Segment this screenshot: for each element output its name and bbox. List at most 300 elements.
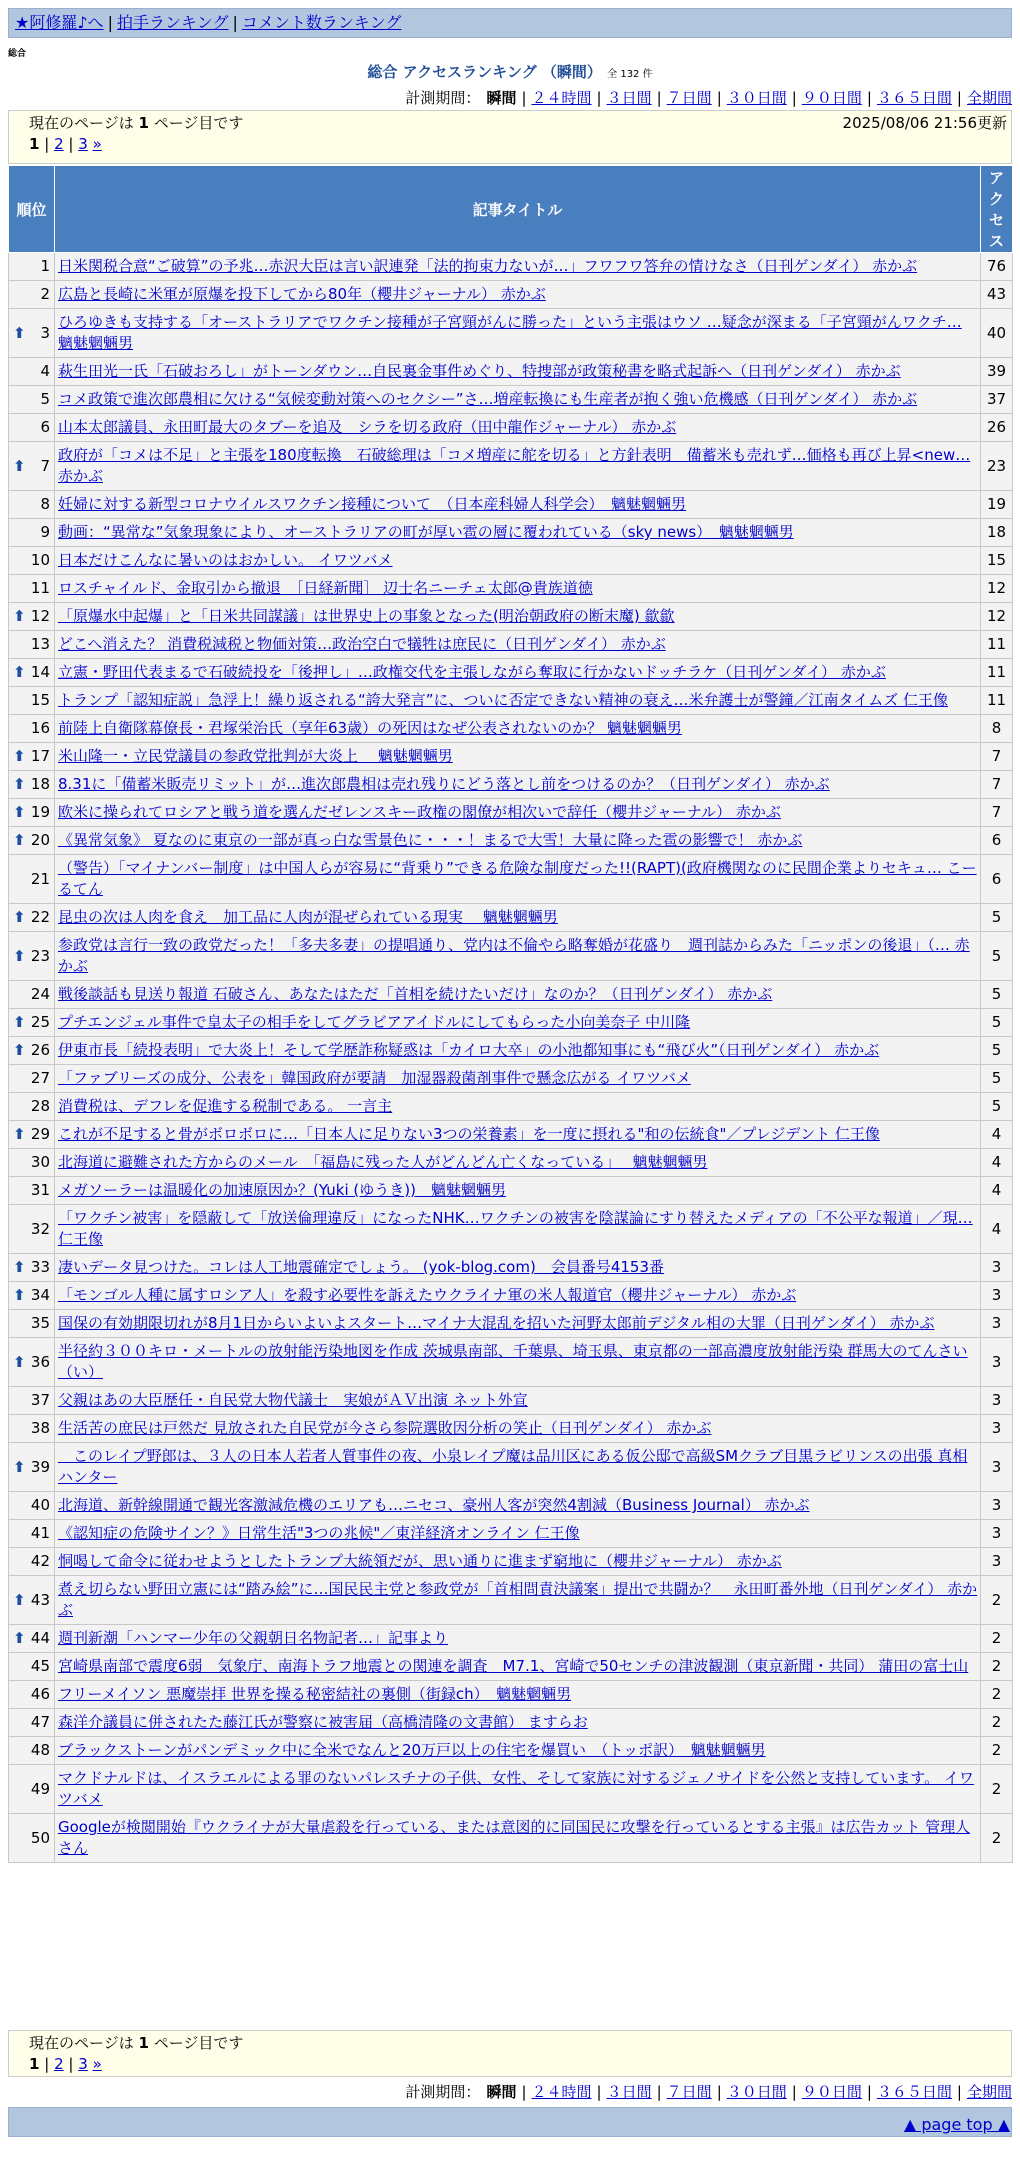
rank-cell — [9, 491, 55, 519]
rank-number: 30 — [30, 1153, 50, 1171]
table-row — [9, 253, 1013, 281]
rank-number: 42 — [30, 1552, 50, 1570]
access-count: 2 — [981, 1576, 1013, 1625]
access-count: 3 — [981, 1415, 1013, 1443]
access-count: 6 — [981, 827, 1013, 855]
rank-up-icon: ⬆ — [13, 831, 26, 849]
rank-cell — [9, 1548, 55, 1576]
period-90d[interactable]: ９０日間 — [801, 2083, 862, 2101]
rank-number: 9 — [40, 523, 50, 541]
period-7d[interactable]: ７日間 — [666, 2083, 712, 2101]
rank-number: 38 — [30, 1419, 50, 1437]
rank-cell — [9, 575, 55, 603]
rank-number: 33 — [30, 1258, 50, 1276]
table-row — [9, 932, 1013, 981]
title-cell — [55, 309, 981, 358]
title-cell — [55, 855, 981, 904]
article-link[interactable]: 動画：“異常な”気象現象により、オーストラリアの町が厚い雹の層に覆われている（sky news） 魑魅魍魎男 — [58, 523, 794, 541]
article-link[interactable]: 広島と長崎に米軍が原爆を投下してから80年（櫻井ジャーナル） 赤かぶ — [58, 285, 546, 303]
table-row — [9, 1149, 1013, 1177]
access-count: 4 — [981, 1205, 1013, 1254]
title-cell — [55, 932, 981, 981]
table-row — [9, 1177, 1013, 1205]
access-count: 5 — [981, 932, 1013, 981]
title-cell — [55, 1492, 981, 1520]
rank-cell — [9, 1520, 55, 1548]
rank-number: 39 — [30, 1457, 50, 1476]
rank-cell — [9, 799, 55, 827]
article-link[interactable]: （警告）「マイナンバー制度」は中国人らが容易に“背乗り”できる危険な制度だった!!(RAPT)(政府機関なのに民間企業よりセキュ… こーるてん — [58, 859, 977, 898]
article-link[interactable]: 《認知症の危険サイン？》日常生活"3つの兆候"／東洋経済オンライン 仁王像 — [58, 1524, 580, 1542]
access-count: 37 — [981, 386, 1013, 414]
rank-up-icon: ⬆ — [13, 1013, 26, 1031]
paging-box-bottom — [8, 2030, 1012, 2077]
table-row — [9, 1254, 1013, 1282]
table-row — [9, 1548, 1013, 1576]
access-count: 5 — [981, 1093, 1013, 1121]
rank-cell — [9, 1387, 55, 1415]
article-link[interactable]: 北海道、新幹線開通で観光客激減危機のエリアも…ニセコ、豪州人客が突然4割減（Business Journal） 赤かぶ — [58, 1496, 810, 1514]
page-link-2[interactable]: 2 — [54, 2055, 64, 2073]
rank-cell — [9, 1093, 55, 1121]
rank-number: 3 — [40, 323, 50, 342]
period-3d[interactable]: ３日間 — [606, 89, 652, 107]
rank-cell — [9, 1415, 55, 1443]
rank-number: 14 — [30, 663, 50, 681]
rank-number: 47 — [30, 1713, 50, 1731]
article-link[interactable]: 日米関税合意“ご破算”の予兆…赤沢大臣は言い訳連発「法的拘束力ないが…」フワフワ答弁の情けなさ（日刊ゲンダイ） 赤かぶ — [58, 257, 918, 275]
article-link[interactable]: 妊婦に対する新型コロナウイルスワクチン接種について （日本産科婦人科学会） 魑魅魍魎男 — [58, 495, 687, 513]
table-row — [9, 519, 1013, 547]
period-3d[interactable]: ３日間 — [606, 2083, 652, 2101]
rank-header: 順位 — [9, 166, 55, 253]
rank-cell — [9, 1254, 55, 1282]
title-cell — [55, 1037, 981, 1065]
title-cell — [55, 1177, 981, 1205]
table-row — [9, 827, 1013, 855]
rank-cell — [9, 1653, 55, 1681]
title-cell — [55, 1520, 981, 1548]
title-cell — [55, 743, 981, 771]
access-count: 3 — [981, 1282, 1013, 1310]
title-cell — [55, 1443, 981, 1492]
rank-cell — [9, 771, 55, 799]
next-page-link[interactable]: » — [92, 2055, 102, 2073]
access-count: 19 — [981, 491, 1013, 519]
access-count: 5 — [981, 1037, 1013, 1065]
rank-cell — [9, 519, 55, 547]
title-cell — [55, 386, 981, 414]
title-header: 記事タイトル — [55, 166, 981, 253]
article-link[interactable]: フリーメイソン 悪魔崇拝 世界を操る秘密結社の裏側（街録ch） 魑魅魍魎男 — [58, 1685, 572, 1703]
access-count: 5 — [981, 1009, 1013, 1037]
title-cell — [55, 491, 981, 519]
next-page-link[interactable]: » — [92, 135, 102, 153]
rank-up-icon: ⬆ — [13, 775, 26, 793]
access-count: 11 — [981, 659, 1013, 687]
rank-cell — [9, 442, 55, 491]
category-label: 総合 — [8, 49, 27, 59]
rank-cell — [9, 1282, 55, 1310]
period-selector-bottom: 計測期間： 瞬間 | ２４時間 | ３日間 | ７日間 | ３０日間 | ９０日間 | ３６５日間 | 全期間 — [405, 2083, 1012, 2101]
title-cell — [55, 1093, 981, 1121]
article-link[interactable]: 米山隆一・立民党議員の参政党批判が大炎上 魑魅魍魎男 — [58, 747, 453, 765]
access-count: 3 — [981, 1443, 1013, 1492]
table-row — [9, 386, 1013, 414]
article-link[interactable]: 戦後談話も見送り報道 石破さん、あなたはただ「首相を続けたいだけ」なのか？（日刊ゲンダイ） 赤かぶ — [58, 985, 773, 1003]
rank-number: 21 — [30, 869, 50, 888]
title-cell — [55, 1415, 981, 1443]
table-row — [9, 1709, 1013, 1737]
title-cell — [55, 442, 981, 491]
rank-number: 23 — [30, 946, 50, 965]
access-count: 3 — [981, 1548, 1013, 1576]
rank-up-icon: ⬆ — [13, 1629, 26, 1647]
access-count: 11 — [981, 631, 1013, 659]
rank-cell — [9, 855, 55, 904]
article-link[interactable]: 週刊新潮「ハンマー少年の父親朝日名物記者…」記事より — [58, 1629, 449, 1647]
article-link[interactable]: トランプ「認知症説」急浮上！繰り返される“誇大発言”に、ついに否定できない精神の衰え…米弁護士が警鐘／江南タイムズ 仁王像 — [58, 691, 949, 709]
table-row — [9, 1415, 1013, 1443]
title-cell — [55, 1625, 981, 1653]
rank-cell — [9, 687, 55, 715]
rank-number: 45 — [30, 1657, 50, 1675]
rank-up-icon: ⬆ — [13, 1457, 26, 1476]
table-row — [9, 1765, 1013, 1814]
title-cell — [55, 547, 981, 575]
table-row — [9, 1737, 1013, 1765]
access-count: 3 — [981, 1310, 1013, 1338]
rank-number: 44 — [30, 1629, 50, 1647]
rank-cell — [9, 253, 55, 281]
title-cell — [55, 799, 981, 827]
article-link[interactable]: これが不足すると骨がボロボロに…「日本人に足りない3つの栄養素」を一度に摂れる"和の伝統食"／プレジデント 仁王像 — [58, 1125, 880, 1143]
article-link[interactable]: このレイプ野郎は、３人の日本人若者人質事件の夜、小泉レイプ魔は品川区にある仮公邸で高級SMクラブ目黒ラビリンスの出張 真相ハンター — [58, 1447, 968, 1486]
rank-up-icon: ⬆ — [13, 1590, 26, 1609]
article-link[interactable]: 山本太郎議員、永田町最大のタブーを追及 シラを切る政府（田中龍作ジャーナル） 赤かぶ — [58, 418, 677, 436]
rank-number: 13 — [30, 635, 50, 653]
access-count: 18 — [981, 519, 1013, 547]
rank-number: 16 — [30, 719, 50, 737]
rank-cell — [9, 1338, 55, 1387]
table-row — [9, 743, 1013, 771]
rank-up-icon: ⬆ — [13, 1352, 26, 1371]
rank-up-icon: ⬆ — [13, 1125, 26, 1143]
table-row — [9, 659, 1013, 687]
rank-up-icon: ⬆ — [13, 323, 26, 342]
table-row — [9, 1443, 1013, 1492]
table-row — [9, 981, 1013, 1009]
access-count: 5 — [981, 904, 1013, 932]
period-all[interactable]: 全期間 — [966, 2083, 1012, 2101]
period-24h[interactable]: ２４時間 — [531, 2083, 592, 2101]
rank-number: 43 — [30, 1590, 50, 1609]
page-status: 現在のページは 1 ページ目です — [29, 114, 244, 132]
table-row — [9, 687, 1013, 715]
table-row — [9, 1492, 1013, 1520]
period-24h[interactable]: ２４時間 — [531, 89, 592, 107]
table-row — [9, 904, 1013, 932]
article-link[interactable]: 《異常気象》 夏なのに東京の一部が真っ白な雪景色に・・・！まるで大雪！大量に降った雹の影響で！ 赤かぶ — [58, 831, 803, 849]
title-cell — [55, 715, 981, 743]
access-count: 5 — [981, 1065, 1013, 1093]
article-link[interactable]: 昆虫の次は人肉を食え 加工品に人肉が混ぜられている現実 魑魅魍魎男 — [58, 908, 558, 926]
article-link[interactable]: 煮え切らない野田立憲には“踏み絵”に…国民民主党と参政党が「首相問責決議案」提出で共闘か？ 永田町番外地（日刊ゲンダイ） 赤かぶ — [58, 1580, 978, 1619]
article-link[interactable]: 伊東市長「続投表明」で大炎上！そして学歴詐称疑惑は「カイロ大卒」の小池都知事にも“飛び火”（日刊ゲンダイ） 赤かぶ — [58, 1041, 880, 1059]
pagination: 1 | 2 | 3 » — [29, 135, 102, 153]
title-cell — [55, 1205, 981, 1254]
access-count: 2 — [981, 1709, 1013, 1737]
table-row — [9, 1093, 1013, 1121]
access-count: 8 — [981, 715, 1013, 743]
rank-cell — [9, 1065, 55, 1093]
period-selector-top: 計測期間： 瞬間 | ２４時間 | ３日間 | ７日間 | ３０日間 | ９０日間 | ３６５日間 | 全期間 — [405, 89, 1012, 107]
article-link[interactable]: ひろゆきも支持する「オーストラリアでワクチン接種が子宮頸がんに勝った」という主張はウソ …疑念が深まる「子宮頸がんワクチ… 魑魅魍魎男 — [58, 313, 962, 352]
access-count: 2 — [981, 1681, 1013, 1709]
table-row — [9, 1520, 1013, 1548]
period-label: 計測期間： — [405, 2083, 481, 2101]
article-link[interactable]: 半径約３００キロ・メートルの放射能汚染地図を作成 茨城県南部、千葉県、埼玉県、東京都の一部高濃度放射能汚染 群馬大のてんさい（い） — [58, 1342, 968, 1381]
article-link[interactable]: 「モンゴル人種に属すロシア人」を殺す必要性を訴えたウクライナ軍の米人報道官（櫻井ジャーナル） 赤かぶ — [58, 1286, 797, 1304]
title-cell — [55, 1765, 981, 1814]
article-link[interactable]: コメ政策で進次郎農相に欠ける“気候変動対策へのセクシー”さ…増産転換にも生産者が抱く強い危機感（日刊ゲンダイ） 赤かぶ — [58, 390, 918, 408]
clap-ranking-link[interactable]: 拍手ランキング — [116, 13, 229, 32]
table-row — [9, 631, 1013, 659]
ranking-table — [8, 165, 1013, 1863]
article-link[interactable]: 生活苦の庶民は戸然だ 見放された自民党が今さら参院選敗因分析の笑止（日刊ゲンダイ） 赤かぶ — [58, 1419, 712, 1437]
title-cell — [55, 1814, 981, 1863]
rank-number: 49 — [30, 1779, 50, 1798]
rank-number: 46 — [30, 1685, 50, 1703]
table-row — [9, 603, 1013, 631]
rank-cell — [9, 1177, 55, 1205]
rank-cell — [9, 932, 55, 981]
access-count: 15 — [981, 547, 1013, 575]
article-link[interactable]: メガソーラーは温暖化の加速原因か？(Yuki (ゆうき)) 魑魅魍魎男 — [58, 1181, 506, 1199]
article-link[interactable]: 「ファブリーズの成分、公表を」韓国政府が要請 加湿器殺菌剤事件で懸念広がる イワツバメ — [58, 1069, 691, 1087]
rank-cell — [9, 1709, 55, 1737]
access-count: 2 — [981, 1625, 1013, 1653]
article-link[interactable]: 父親はあの大臣歴任・自民党大物代議士 実娘がＡＶ出演 ネット外宣 — [58, 1391, 528, 1409]
title-cell — [55, 519, 981, 547]
page-top-link[interactable]: ▲ page top ▲ — [903, 2115, 1010, 2134]
article-link[interactable]: 「原爆水中起爆」と「日米共同謀議」は世界史上の事象となった(明治朝政府の断末魔) 歙歙 — [58, 607, 675, 625]
home-link[interactable]: ★阿修羅♪へ — [15, 13, 104, 32]
article-link[interactable]: 森洋介議員に併されたた藤江氏が警察に被害届（高橋清隆の文書館） ますらお — [58, 1713, 588, 1731]
title-cell — [55, 575, 981, 603]
rank-number: 29 — [30, 1125, 50, 1143]
title-cell — [55, 1709, 981, 1737]
rank-up-icon: ⬆ — [13, 663, 26, 681]
rank-number: 4 — [40, 362, 50, 380]
access-count: 2 — [981, 1653, 1013, 1681]
period-30d[interactable]: ３０日間 — [726, 89, 787, 107]
rank-number: 41 — [30, 1524, 50, 1542]
title-cell — [55, 1121, 981, 1149]
rank-cell — [9, 1310, 55, 1338]
rank-number: 31 — [30, 1181, 50, 1199]
access-count: 7 — [981, 799, 1013, 827]
access-count: 23 — [981, 442, 1013, 491]
rank-number: 36 — [30, 1352, 50, 1371]
article-link[interactable]: 8.31に「備蓄米販売リミット」が…進次郎農相は売れ残りにどう落とし前をつけるのか？（日刊ゲンダイ） 赤かぶ — [58, 775, 830, 793]
table-row — [9, 575, 1013, 603]
table-row — [9, 1576, 1013, 1625]
title-cell — [55, 771, 981, 799]
period-all[interactable]: 全期間 — [966, 89, 1012, 107]
title-cell — [55, 1282, 981, 1310]
title-cell — [55, 1254, 981, 1282]
rank-cell — [9, 281, 55, 309]
rank-cell — [9, 547, 55, 575]
title-cell — [55, 281, 981, 309]
title-cell — [55, 1149, 981, 1177]
access-count: 2 — [981, 1765, 1013, 1814]
table-row — [9, 855, 1013, 904]
rank-cell — [9, 1009, 55, 1037]
page-title — [0, 61, 1020, 82]
period-90d[interactable]: ９０日間 — [801, 89, 862, 107]
access-count: 40 — [981, 309, 1013, 358]
table-row — [9, 1681, 1013, 1709]
rank-up-icon: ⬆ — [13, 1258, 26, 1276]
title-cell — [55, 1065, 981, 1093]
access-count: 26 — [981, 414, 1013, 442]
article-link[interactable]: 宮崎県南部で震度6弱 気象庁、南海トラフ地震との関連を調査 M7.1、宮崎で50センチの津波観測（東京新聞・共同） 蒲田の富士山 — [58, 1657, 969, 1675]
title-cell — [55, 687, 981, 715]
article-link[interactable]: 北海道に避難された方からのメール 「福島に残った人がどんどん亡くなっている」 魑魅魍魎男 — [58, 1153, 708, 1171]
page-link-2[interactable]: 2 — [54, 135, 64, 153]
article-link[interactable]: 参政党は言行一致の政党だった！「多夫多妻」の提唱通り、党内は不倫やら略奪婚が花盛り 週刊誌からみた「ニッポンの後退」（… 赤かぶ — [58, 936, 970, 975]
period-365d[interactable]: ３６５日間 — [876, 2083, 952, 2101]
page-link-3[interactable]: 3 — [78, 2055, 88, 2073]
rank-cell — [9, 981, 55, 1009]
article-link[interactable]: 「ワクチン被害」を隠蔽して「放送倫理違反」になったNHK…ワクチンの被害を陰謀論にすり替えたメディアの「不公平な報道」／現… 仁王像 — [58, 1209, 973, 1248]
article-link[interactable]: マクドナルドは、イスラエルによる罪のないパレスチナの子供、女性、そして家族に対するジェノサイドを公然と支持しています。 イワツバメ — [58, 1769, 974, 1808]
rank-cell — [9, 631, 55, 659]
article-link[interactable]: ロスチャイルド、金取引から撤退 ［日経新聞］ 辺士名ニーチェ太郎@貴族道徳 — [58, 579, 593, 597]
article-link[interactable]: 前陸上自衛隊幕僚長・君塚栄治氏（享年63歳）の死因はなぜ公表されないのか？ 魑魅魍魎男 — [58, 719, 682, 737]
rank-cell — [9, 659, 55, 687]
rank-number: 27 — [30, 1069, 50, 1087]
article-link[interactable]: 立憲・野田代表まるで石破続投を「後押し」…政権交代を主張しながら奪取に行かないドッチラケ（日刊ゲンダイ） 赤かぶ — [58, 663, 886, 681]
article-link[interactable]: 政府が「コメは不足」と主張を180度転換 石破総理は「コメ増産に舵を切る」と方針表明 備蓄米も売れず…価格も再び上昇<new… 赤かぶ — [58, 446, 971, 485]
access-count: 3 — [981, 1492, 1013, 1520]
article-link[interactable]: 恫喝して命令に従わせようとしたトランプ大統領だが、思い通りに進まず窮地に（櫻井ジャーナル） 赤かぶ — [58, 1552, 782, 1570]
table-row — [9, 414, 1013, 442]
rank-cell — [9, 603, 55, 631]
title-cell — [55, 1576, 981, 1625]
access-count: 4 — [981, 1121, 1013, 1149]
table-row — [9, 1009, 1013, 1037]
table-row — [9, 1814, 1013, 1863]
period-30d[interactable]: ３０日間 — [726, 2083, 787, 2101]
table-row — [9, 358, 1013, 386]
title-cell — [55, 904, 981, 932]
rank-cell — [9, 715, 55, 743]
rank-cell — [9, 1681, 55, 1709]
title-cell — [55, 827, 981, 855]
table-row — [9, 1282, 1013, 1310]
rank-up-icon: ⬆ — [13, 456, 26, 475]
access-count: 76 — [981, 253, 1013, 281]
article-link[interactable]: 萩生田光一氏「石破おろし」がトーンダウン…自民裏金事件めぐり、特捜部が政策秘書を略式起訴へ（日刊ゲンダイ） 赤かぶ — [58, 362, 901, 380]
title-cell — [55, 981, 981, 1009]
access-count: 3 — [981, 1387, 1013, 1415]
rank-number: 20 — [30, 831, 50, 849]
rank-number: 17 — [30, 747, 50, 765]
rank-up-icon: ⬆ — [13, 747, 26, 765]
rank-cell — [9, 743, 55, 771]
access-count: 12 — [981, 575, 1013, 603]
access-count: 4 — [981, 1149, 1013, 1177]
rank-cell — [9, 827, 55, 855]
article-link[interactable]: プチエンジェル事件で皇太子の相手をしてグラビアアイドルにしてもらった小向美奈子 中川隆 — [58, 1013, 691, 1031]
rank-number: 19 — [30, 803, 50, 821]
title-cell — [55, 1737, 981, 1765]
table-row — [9, 547, 1013, 575]
rank-cell — [9, 1576, 55, 1625]
title-cell — [55, 1681, 981, 1709]
title-cell — [55, 1009, 981, 1037]
rank-number: 22 — [30, 908, 50, 926]
access-count: 3 — [981, 1520, 1013, 1548]
article-link[interactable]: 国保の有効期限切れが8月1日からいよいよスタート…マイナ大混乱を招いた河野太郎前デジタル相の大罪（日刊ゲンダイ） 赤かぶ — [58, 1314, 935, 1332]
page-link-3[interactable]: 3 — [78, 135, 88, 153]
article-link[interactable]: 欧米に操られてロシアと戦う道を選んだゼレンスキー政権の閣僚が相次いで辞任（櫻井ジャーナル） 赤かぶ — [58, 803, 781, 821]
table-row — [9, 771, 1013, 799]
access-header: アクセス — [981, 166, 1013, 253]
article-link[interactable]: ブラックストーンがパンデミック中に全米でなんと20万戸以上の住宅を爆買い （トッポ訳） 魑魅魍魎男 — [58, 1741, 766, 1759]
article-link[interactable]: 凄いデータ見つけた。コレは人工地震確定でしょう。 (yok-blog.com) 会員番号4153番 — [58, 1258, 664, 1276]
article-link[interactable]: どこへ消えた？ 消費税減税と物価対策…政治空白で犠牲は庶民に（日刊ゲンダイ） 赤かぶ — [58, 635, 666, 653]
rank-number: 6 — [40, 418, 50, 436]
comment-ranking-link[interactable]: コメント数ランキング — [241, 13, 402, 32]
period-365d[interactable]: ３６５日間 — [876, 89, 952, 107]
rank-number: 18 — [30, 775, 50, 793]
rank-up-icon: ⬆ — [13, 803, 26, 821]
top-nav-bar — [8, 8, 1012, 38]
rank-number: 34 — [30, 1286, 50, 1304]
table-row — [9, 1037, 1013, 1065]
paging-box-top — [8, 110, 1012, 164]
title-cell — [55, 1387, 981, 1415]
rank-cell — [9, 386, 55, 414]
access-count: 39 — [981, 358, 1013, 386]
table-row — [9, 1205, 1013, 1254]
rank-number: 37 — [30, 1391, 50, 1409]
table-row — [9, 1338, 1013, 1387]
table-row — [9, 442, 1013, 491]
rank-number: 40 — [30, 1496, 50, 1514]
table-row — [9, 309, 1013, 358]
rank-cell — [9, 1121, 55, 1149]
access-count: 11 — [981, 687, 1013, 715]
rank-cell — [9, 1492, 55, 1520]
rank-number: 26 — [30, 1041, 50, 1059]
period-7d[interactable]: ７日間 — [666, 89, 712, 107]
rank-number: 15 — [30, 691, 50, 709]
title-cell — [55, 1338, 981, 1387]
rank-number: 12 — [30, 607, 50, 625]
period-label: 計測期間： — [405, 89, 481, 107]
article-link[interactable]: 日本だけこんなに暑いのはおかしい。 イワツバメ — [58, 551, 393, 569]
rank-up-icon: ⬆ — [13, 946, 26, 965]
access-count: 7 — [981, 743, 1013, 771]
article-link[interactable]: Googleが検閲開始『ウクライナが大量虐殺を行っている、または意図的に同国民に攻撃を行っているとする主張』は広告カット 管理人さん — [58, 1818, 971, 1857]
table-row — [9, 1625, 1013, 1653]
article-link[interactable]: 消費税は、デフレを促進する税制である。 一言主 — [58, 1097, 393, 1115]
